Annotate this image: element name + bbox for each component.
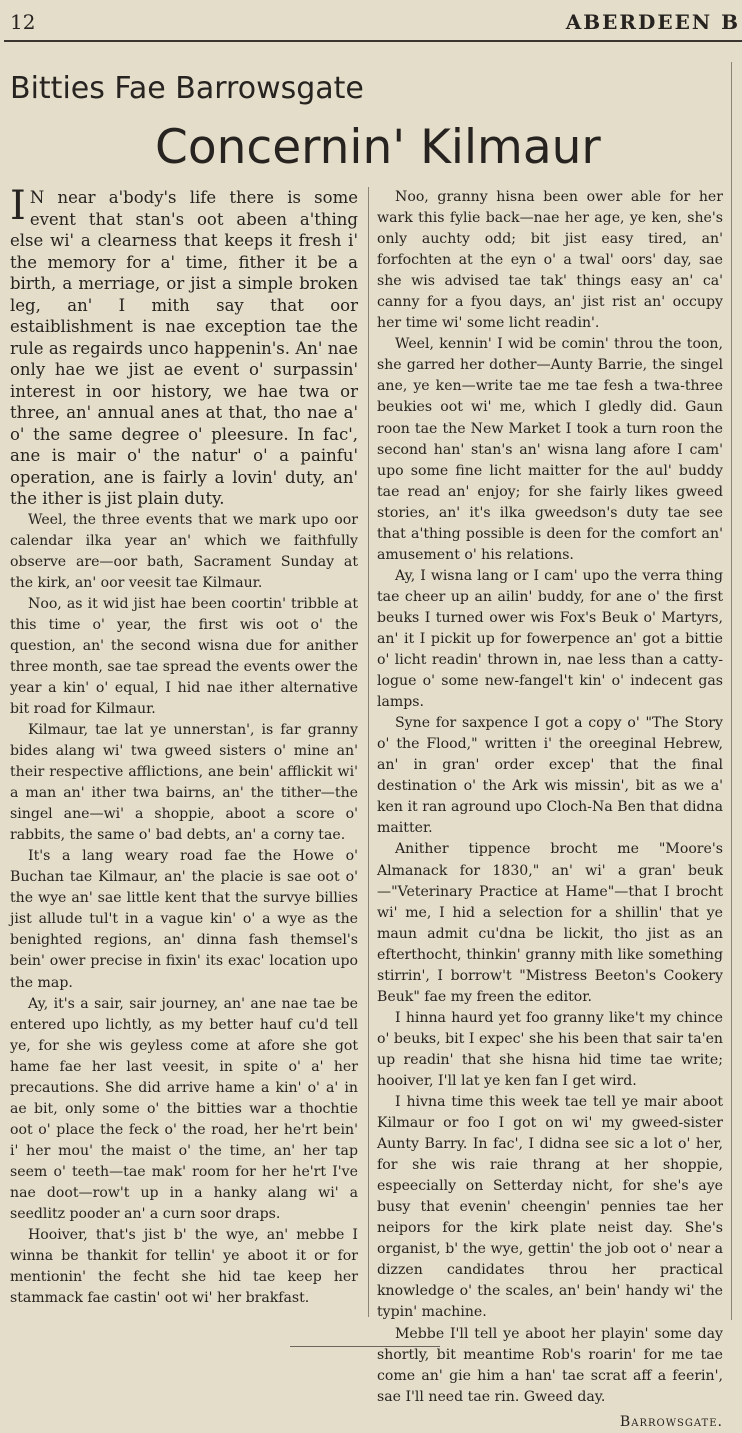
article-subtitle: Concernin' Kilmaur xyxy=(155,120,601,175)
article-column-right xyxy=(377,187,723,1433)
paragraph: Kilmaur, tae lat ye unnerstan', is far granny bides alang wi' twa gweed sisters o' mine an' their respective afflictions, ane bein' afflickit wi' a man an' ither twa bairns, an' the tither—the singel ane—wi' a shoppie, aboot a score o' rabbits, the same o' bad debts, an' a corny tae. xyxy=(10,721,358,844)
lead-paragraph xyxy=(10,183,358,510)
paragraph: I hinna haurd yet foo granny like't my chince o' beuks, bit I expec' she his been that sair ta'en up readin' that she hisna hid time tae write; hooiver, I'll lat ye ken fan I get wird. xyxy=(377,1009,723,1089)
drop-cap: I xyxy=(10,183,26,229)
lead-text: N near a'body's life there is some event that stan's oot abeen a'thing else wi' a clearness that keeps it fresh i' the memory for a' time, fither it be a birth, a merriage, or jist a simple broken leg, an' I mith say that oor estaiblishment is nae exception tae the rule as regairds unco happenin's. An' nae only hae we jist ae event o' surpassin' interest in oor history, we hae twa or three, an' annual anes at that, tho nae a' o' the same degree o' pleesure. In fac', ane is mair o' the natur' o' a painfu' operation, ane is fairly a lovin' duty, an' the ither is jist plain duty. xyxy=(10,188,358,508)
page-number: 12 xyxy=(10,10,36,34)
paragraph: Ay, it's a sair, sair journey, an' ane nae tae be entered upo lichtly, as my better hauf cu'd tell ye, for she wis geyless come at afore she got hame fae her last veesit, in spite o' a' her precautions. She did arrive hame a kin' o' a' in ae bit, only some o' the bitties war a thochtie oot o' place the feck o' the road, her he'rt bein' i' her mou' the maist o' the time, an' her tap seem o' teeth—tae mak' room for her he'rt I've nae doot—row't up in a hanky alang wi' a seedlitz pooder an' a curn soor draps. xyxy=(10,995,358,1223)
article-column-left xyxy=(10,183,358,1309)
newspaper-name: ABERDEEN B xyxy=(565,10,740,34)
paragraph: Noo, as it wid jist hae been coortin' tribble at this time o' year, the first wis oot o' the question, an' the second wisna due for anither three month, sae tae spread the events ower the year a kin' o' equal, I hid nae ither alternative bit road for Kilmaur. xyxy=(10,595,358,717)
column-divider xyxy=(368,187,369,1317)
header-rule xyxy=(4,40,742,42)
column-rule-right xyxy=(731,62,732,1320)
paragraph: Noo, granny hisna been ower able for her wark this fylie back—nae her age, ye ken, she's only auchty odd; bit jist easy tired, an' forfochten at the eyn o' a twal' oors' day, sae she wis advised tae tak' things easy an' ca' canny for a fyou days, an' jist rist an' occupy her time wi' some licht readin'. xyxy=(377,189,723,332)
article-title: Bitties Fae Barrowsgate xyxy=(10,71,364,106)
paragraph: Anither tippence brocht me "Moore's Almanack for 1830," an' wi' a gran' beuk—"Veterinary Practice at Hame"—that I brocht wi' me, I hid a selection for a shillin' that ye maun admit cu'dna be lickit, tho jist as an efterthocht, thinkin' granny mith like something stirrin', I borrow't "Mistress Beeton's Cookery Beuk" fae my freen the editor. xyxy=(377,841,723,1005)
paragraph: Hooiver, that's jist b' the wye, an' mebbe I winna be thankit for tellin' ye aboot it or for mentionin' the fecht she hid tae keep her stammack fae castin' oot wi' her brakfast. xyxy=(10,1227,358,1307)
paragraph: Syne for saxpence I got a copy o' "The Story o' the Flood," written i' the oreeginal Hebrew, an' in gran' order excep' that the final destination o' the Ark wis missin', bit as we a' ken it ran aground upo Cloch-Na Ben that didna maitter. xyxy=(377,715,723,837)
bottom-rule xyxy=(290,1346,440,1347)
paragraph: Mebbe I'll tell ye aboot her playin' some day shortly, bit meantime Rob's roarin' for me tae come an' gie him a han' tae scrat aff a feerin', sae I'll need tae rin. Gweed day. xyxy=(377,1325,723,1405)
paragraph: It's a lang weary road fae the Howe o' Buchan tae Kilmaur, an' the placie is sae oot o' the wye an' sae little kent that the survye billies jist allude tul't in a vague kin' o' a wye as the benighted regions, an' dinna fash themsel's bein' ower precise in fixin' its exac' location upo the map. xyxy=(10,848,358,991)
paragraph: Ay, I wisna lang or I cam' upo the verra thing tae cheer up an ailin' buddy, for ane o' the first beuks I turned ower wis Fox's Beuk o' Martyrs, an' it I pickit up for fowerpence an' got a bittie o' licht readin' thrown in, nae less than a catty-logue o' some new-fangel't kin' o' indecent gas lamps. xyxy=(377,567,723,711)
paragraph: Weel, the three events that we mark upo oor calendar ilka year an' which we faithfully observe are—oor bath, Sacrament Sunday at the kirk, an' oor veesit tae Kilmaur. xyxy=(10,511,358,591)
author-signature: Barrowsgate. xyxy=(619,1413,723,1430)
paragraph: Weel, kennin' I wid be comin' throu the toon, she garred her dother—Aunty Barrie, the singel ane, ye ken—write tae me tae fesh a twa-three beukies oot wi' me, which I gledly did. Gaun roon tae the New Market I took a turn roon the second han' stan's an' wisna lang afore I cam' upo some fine licht maitter for the aul' buddy tae read an' enjoy; for she fairly likes gweed stories, an' it's ilka gweedson's duty tae see that a'thing possible is deen for the comfort an' amusement o' his relations. xyxy=(377,336,723,563)
paragraph: I hivna time this week tae tell ye mair aboot Kilmaur or foo I got on wi' my gweed-sister Aunty Barry. In fac', I didna see sic a lot o' her, for she wis raie thrang at her shoppie, espeecially on Setterday nicht, for she's aye busy that evenin' cheengin' pennies tae her neipors for the kirk plate neist day. She's organist, b' the wye, gettin' the job oot o' near a dizzen candidates throu her practical knowledge o' the scales, an' bein' handy wi' the typin' machine. xyxy=(377,1094,723,1321)
